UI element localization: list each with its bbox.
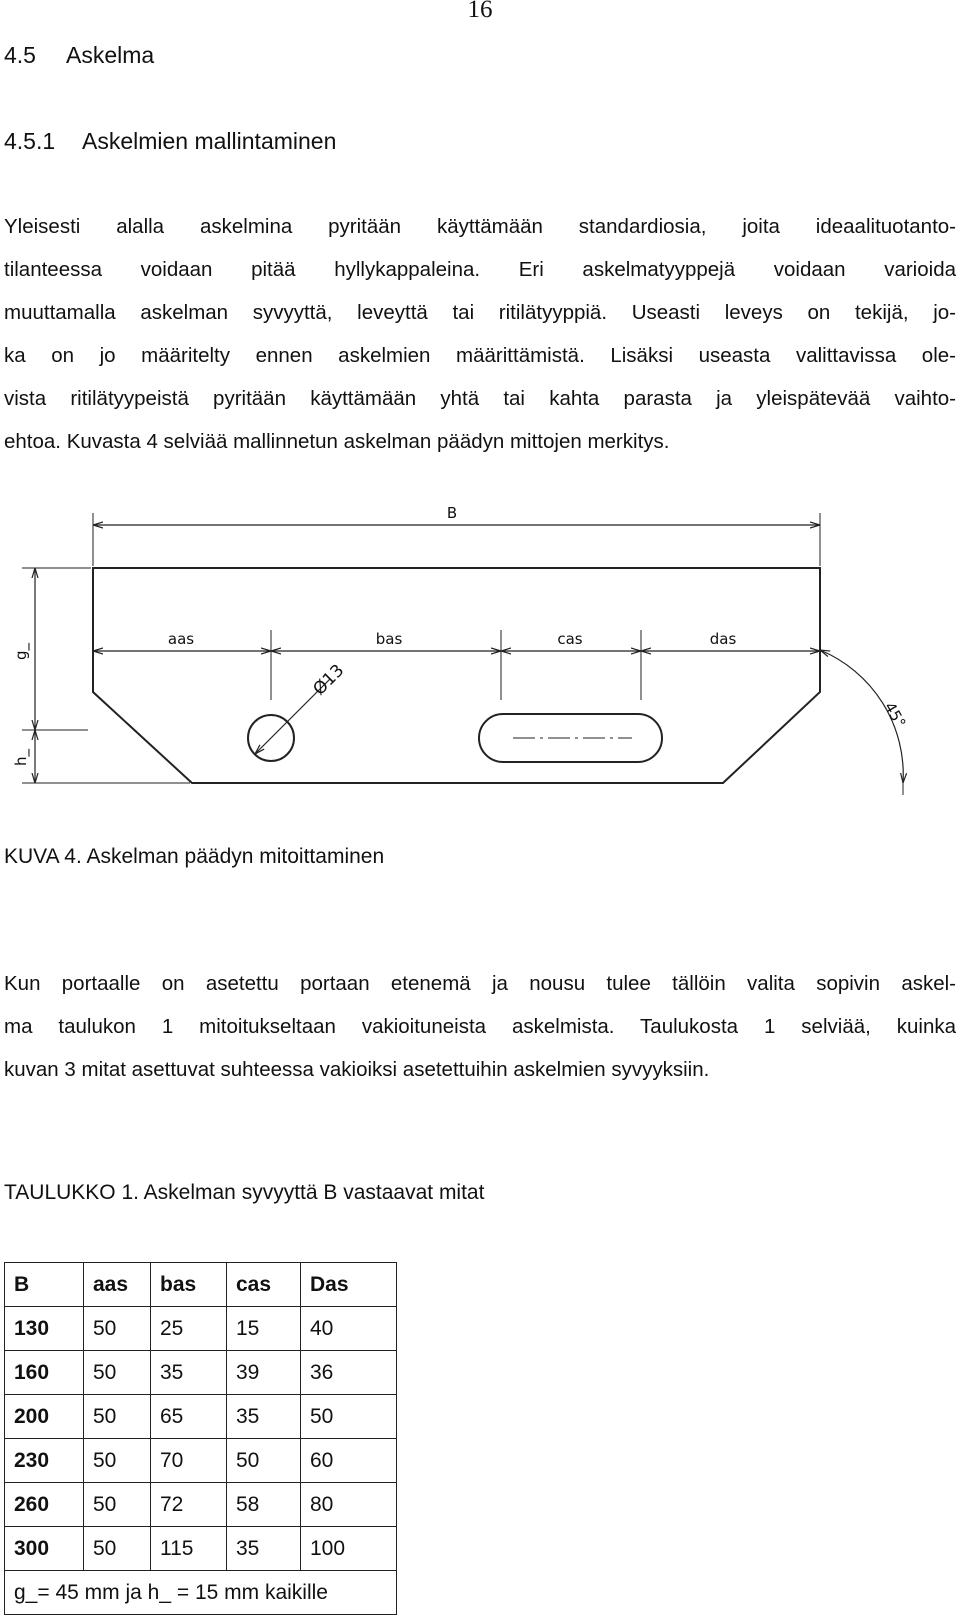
table-cell: 15 xyxy=(227,1307,301,1351)
step-outline xyxy=(93,568,820,783)
header-cell: bas xyxy=(151,1263,227,1307)
table-cell: 25 xyxy=(151,1307,227,1351)
table-cell: 160 xyxy=(5,1351,84,1395)
table-row xyxy=(5,1439,397,1483)
slot-hole xyxy=(479,714,662,762)
paragraph-line: kuvan 3 mitat asettuvat suhteessa vakioiksi asetettuihin askelmien syvyyksiin. xyxy=(4,1058,710,1081)
section-title: Askelma xyxy=(66,42,155,68)
subsection-number: 4.5.1 xyxy=(4,128,56,154)
table-cell: 50 xyxy=(84,1395,151,1439)
label-h: h_ xyxy=(12,748,30,766)
header-cell: cas xyxy=(227,1263,301,1307)
table-cell: 50 xyxy=(84,1483,151,1527)
table-cell: 70 xyxy=(151,1439,227,1483)
header-cell: Das xyxy=(301,1263,397,1307)
label-g: g_ xyxy=(12,642,30,660)
table-cell: 50 xyxy=(84,1351,151,1395)
section-heading xyxy=(4,42,154,69)
table-footer-row xyxy=(5,1571,397,1615)
table-cell: 50 xyxy=(301,1395,397,1439)
table-cell: 300 xyxy=(5,1527,84,1571)
section-number: 4.5 xyxy=(4,42,36,68)
table-cell: 50 xyxy=(227,1439,301,1483)
table-cell: 200 xyxy=(5,1395,84,1439)
table-row xyxy=(5,1395,397,1439)
table-header-row xyxy=(5,1263,397,1307)
table-cell: 115 xyxy=(151,1527,227,1571)
label-aas: aas xyxy=(167,630,195,648)
label-cas: cas xyxy=(557,630,583,648)
table-cell: 50 xyxy=(84,1439,151,1483)
table-cell: 50 xyxy=(84,1527,151,1571)
label-angle: 45° xyxy=(880,699,910,732)
page-number: 16 xyxy=(467,0,493,23)
table-cell: 35 xyxy=(151,1351,227,1395)
subsection-heading xyxy=(4,128,336,155)
step-end-drawing xyxy=(0,500,960,820)
table-cell: 130 xyxy=(5,1307,84,1351)
table-cell: 35 xyxy=(227,1395,301,1439)
table-row xyxy=(5,1483,397,1527)
header-cell: aas xyxy=(84,1263,151,1307)
table-row xyxy=(5,1351,397,1395)
table-cell: 39 xyxy=(227,1351,301,1395)
table-cell: 230 xyxy=(5,1439,84,1483)
paragraph-line: tilanteessa voidaan pitää hyllykappaleina. Eri askelmatyyppejä voidaan varioida xyxy=(4,258,956,281)
label-bas: bas xyxy=(375,630,403,648)
intro-paragraph xyxy=(4,205,956,463)
table-cell: 50 xyxy=(84,1307,151,1351)
table-cell: 72 xyxy=(151,1483,227,1527)
subsection-title: Askelmien mallintaminen xyxy=(82,128,337,154)
table-cell: 65 xyxy=(151,1395,227,1439)
paragraph-line: ehtoa. Kuvasta 4 selviää mallinnetun askelman päädyn mittojen merkitys. xyxy=(4,430,670,453)
table-cell: 100 xyxy=(301,1527,397,1571)
table-footer-note: g_= 45 mm ja h_ = 15 mm kaikille xyxy=(5,1571,397,1615)
table-row xyxy=(5,1307,397,1351)
table-caption: TAULUKKO 1. Askelman syvyyttä B vastaavat mitat xyxy=(4,1181,485,1204)
table-intro-paragraph xyxy=(4,962,956,1091)
label-diameter: Ø13 xyxy=(309,660,349,700)
table-cell: 58 xyxy=(227,1483,301,1527)
table-cell: 36 xyxy=(301,1351,397,1395)
paragraph-line: Yleisesti alalla askelmina pyritään käyttämään standardiosia, joita ideaalituotanto- xyxy=(4,215,956,238)
label-das: das xyxy=(709,630,737,648)
header-cell: B xyxy=(5,1263,84,1307)
table-cell: 35 xyxy=(227,1527,301,1571)
dimension-table xyxy=(4,1262,397,1615)
paragraph-line: ka on jo määritelty ennen askelmien määrittämistä. Lisäksi useasta valittavissa ole- xyxy=(4,344,956,367)
label-b: B xyxy=(446,504,458,522)
table-cell: 60 xyxy=(301,1439,397,1483)
table-cell: 80 xyxy=(301,1483,397,1527)
paragraph-line: Kun portaalle on asetettu portaan etenemä ja nousu tulee tällöin valita sopivin askel- xyxy=(4,972,956,995)
paragraph-line: vista ritilätyypeistä pyritään käyttämään yhtä tai kahta parasta ja yleispätevää vaihto- xyxy=(4,387,956,410)
table-cell: 260 xyxy=(5,1483,84,1527)
paragraph-line: muuttamalla askelman syvyyttä, leveyttä tai ritilätyyppiä. Useasti leveys on tekijä, jo- xyxy=(4,301,956,324)
table-cell: 40 xyxy=(301,1307,397,1351)
figure-caption: KUVA 4. Askelman päädyn mitoittaminen xyxy=(4,845,385,868)
paragraph-line: ma taulukon 1 mitoitukseltaan vakioituneista askelmista. Taulukosta 1 selviää, kuinka xyxy=(4,1015,956,1038)
table-row xyxy=(5,1527,397,1571)
